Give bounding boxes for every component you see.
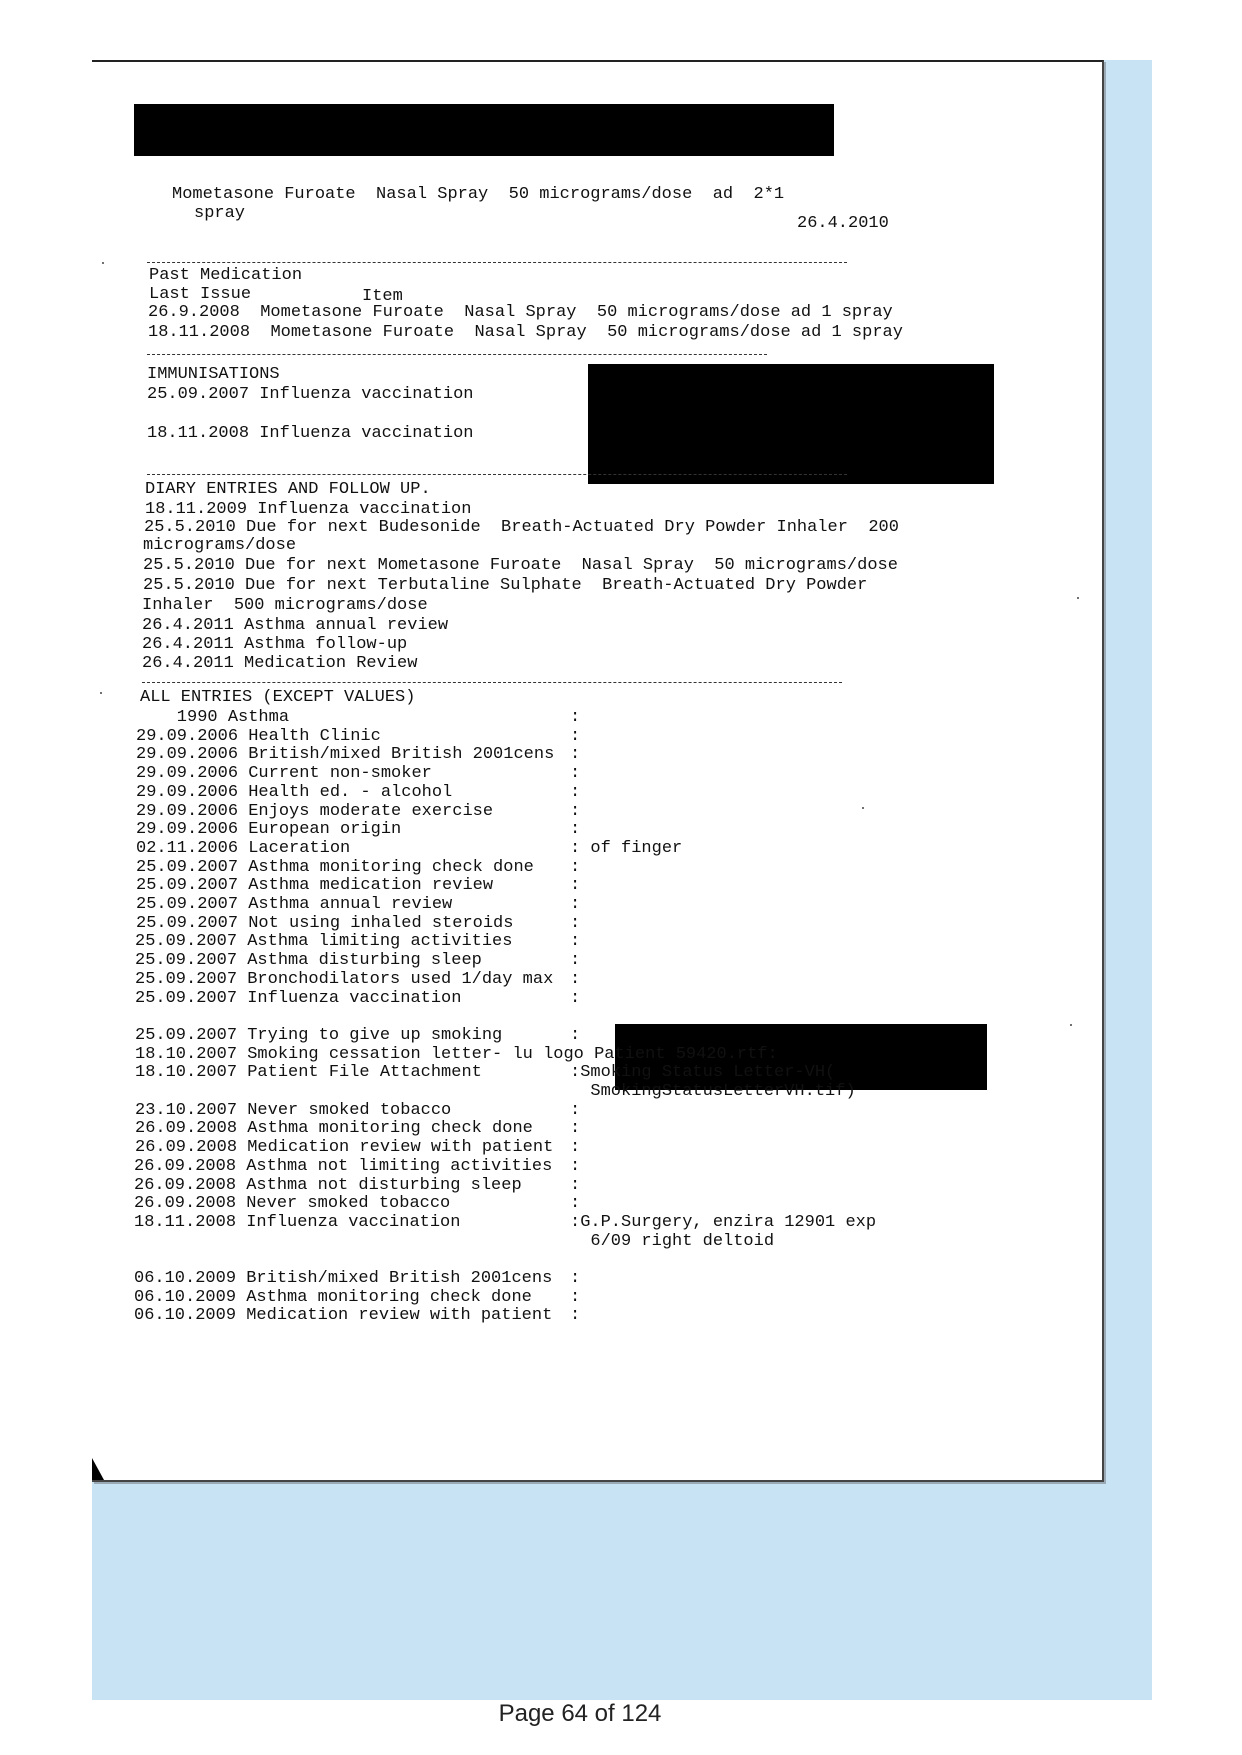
entry-text: 29.09.2006 Health ed. - alcohol <box>136 782 453 802</box>
diary-line: 26.4.2011 Asthma annual review <box>142 616 449 635</box>
entry-text: 25.09.2007 Influenza vaccination <box>135 988 462 1008</box>
entry-value: SmokingStatusLetterVH.tif) <box>570 1082 856 1101</box>
entry-value: : <box>570 1156 581 1176</box>
entry-text: 18.10.2007 Smoking cessation letter- lu logo Patient 59420.rtf: <box>135 1044 778 1064</box>
entry-value: : <box>570 782 581 802</box>
entry-value: 6/09 right deltoid <box>570 1231 775 1251</box>
entry-text: 26.09.2008 Never smoked tobacco <box>134 1194 451 1214</box>
entry-value: : <box>570 764 581 784</box>
past-medication-title: Past Medication <box>149 266 303 285</box>
past-med-row: 26.9.2008 Mometasone Furoate Nasal Spray 50 micrograms/dose ad 1 spray <box>148 303 893 322</box>
entry-value: : <box>570 745 581 765</box>
entry-value: :G.P.Surgery, enzira 12901 exp <box>570 1212 877 1232</box>
entry-value: : <box>570 988 581 1008</box>
scan-speck <box>100 692 102 694</box>
entry-value: : <box>570 708 581 727</box>
entry-text: 29.09.2006 Enjoys moderate exercise <box>136 801 494 821</box>
diary-title: DIARY ENTRIES AND FOLLOW UP. <box>145 480 431 499</box>
entry-text: 25.09.2007 Not using inhaled steroids <box>136 913 514 933</box>
col-last-issue: Last Issue <box>149 285 252 304</box>
diary-line: Inhaler 500 micrograms/dose <box>142 596 428 615</box>
entry-text: 29.09.2006 European origin <box>136 820 402 840</box>
entry-text: 1990 Asthma <box>136 708 290 727</box>
entry-value: : <box>570 969 581 989</box>
entry-text: 26.09.2008 Asthma monitoring check done <box>135 1119 533 1139</box>
scanned-page <box>92 60 1104 1482</box>
entry-text: 23.10.2007 Never smoked tobacco <box>135 1100 452 1120</box>
entry-text: 25.09.2007 Asthma disturbing sleep <box>135 951 482 971</box>
diary-line: 25.5.2010 Due for next Mometasone Furoate Nasal Spray 50 micrograms/dose <box>143 556 898 575</box>
entry-text: 06.10.2009 Asthma monitoring check done <box>134 1287 532 1307</box>
entry-text: 06.10.2009 Medication review with patient <box>134 1306 553 1326</box>
scan-speck <box>1077 597 1079 599</box>
entry-text: 02.11.2006 Laceration <box>136 838 351 858</box>
entry-text: 25.09.2007 Trying to give up smoking <box>135 1025 503 1045</box>
entry-value: : <box>570 1306 581 1326</box>
entry-value: : <box>570 820 581 840</box>
divider <box>147 262 847 263</box>
entry-value: : <box>570 1138 581 1158</box>
diary-line: 25.5.2010 Due for next Terbutaline Sulphate Breath-Actuated Dry Powder <box>143 576 868 595</box>
entry-text: 29.09.2006 Current non-smoker <box>136 764 432 784</box>
entry-text: 18.10.2007 Patient File Attachment <box>135 1063 482 1083</box>
entry-text: 25.09.2007 Bronchodilators used 1/day max <box>135 969 554 989</box>
entry-value: : <box>570 801 581 821</box>
entry-text: 26.09.2008 Asthma not disturbing sleep <box>134 1175 522 1195</box>
entry-value: : <box>570 1269 581 1288</box>
diary-line: 25.5.2010 Due for next Budesonide Breath-Actuated Dry Powder Inhaler 200 <box>144 518 899 537</box>
entry-text: 06.10.2009 British/mixed British 2001cens <box>134 1269 553 1288</box>
entry-value: : <box>570 876 581 896</box>
entry-text: 25.09.2007 Asthma monitoring check done <box>136 857 534 877</box>
diary-line: 26.4.2011 Asthma follow-up <box>142 635 408 654</box>
divider <box>147 354 767 355</box>
medication-line-1: Mometasone Furoate Nasal Spray 50 micrograms/dose ad 2*1 <box>172 185 785 204</box>
entry-value: : of finger <box>570 838 683 858</box>
entry-value: : <box>570 913 581 933</box>
entry-value: : <box>570 726 581 746</box>
entry-text: 25.09.2007 Asthma limiting activities <box>135 932 513 952</box>
diary-line: 18.11.2009 Influenza vaccination <box>145 500 472 519</box>
medication-date: 26.4.2010 <box>797 214 889 233</box>
entry-text: 29.09.2006 Health Clinic <box>136 726 381 746</box>
entry-text: 25.09.2007 Asthma annual review <box>136 895 453 914</box>
immunisation-row: 18.11.2008 Influenza vaccination <box>147 424 474 443</box>
entry-value: : <box>570 857 581 877</box>
scan-corner-mark <box>92 1458 104 1480</box>
entry-value: : <box>570 951 581 971</box>
medication-line-2: spray <box>194 204 246 223</box>
entry-value: : <box>570 1175 581 1195</box>
entry-text: 29.09.2006 British/mixed British 2001cens <box>136 745 555 765</box>
entry-text: 26.09.2008 Asthma not limiting activities <box>134 1156 553 1176</box>
divider <box>147 474 847 475</box>
entry-text: 18.11.2008 Influenza vaccination <box>134 1212 461 1232</box>
immunisations-title: IMMUNISATIONS <box>147 365 280 384</box>
redaction-immunisations <box>588 364 994 484</box>
redaction-header <box>134 104 834 156</box>
entry-value: : <box>570 1025 581 1045</box>
diary-line: 26.4.2011 Medication Review <box>142 654 418 673</box>
page-number: Page 64 of 124 <box>498 1700 662 1727</box>
entry-value: : <box>570 932 581 952</box>
scan-speck <box>102 262 104 264</box>
divider <box>142 682 842 683</box>
entry-text: 26.09.2008 Medication review with patient <box>135 1138 554 1158</box>
entry-value: : <box>570 1119 581 1139</box>
entry-value: :Smoking Status Letter-VH( <box>570 1063 836 1083</box>
scan-speck <box>1070 1024 1072 1026</box>
entry-value: : <box>570 1100 581 1120</box>
diary-line: micrograms/dose <box>143 536 297 555</box>
immunisation-row: 25.09.2007 Influenza vaccination <box>147 385 474 404</box>
all-entries-title: ALL ENTRIES (EXCEPT VALUES) <box>140 688 416 707</box>
entry-text: 25.09.2007 Asthma medication review <box>136 876 494 896</box>
entry-value: : <box>570 1287 581 1307</box>
col-item: Item <box>362 287 403 306</box>
scan-speck <box>862 807 864 809</box>
entry-value: : <box>570 1194 581 1214</box>
past-med-row: 18.11.2008 Mometasone Furoate Nasal Spray 50 micrograms/dose ad 1 spray <box>148 323 903 342</box>
entry-value: : <box>570 895 581 914</box>
